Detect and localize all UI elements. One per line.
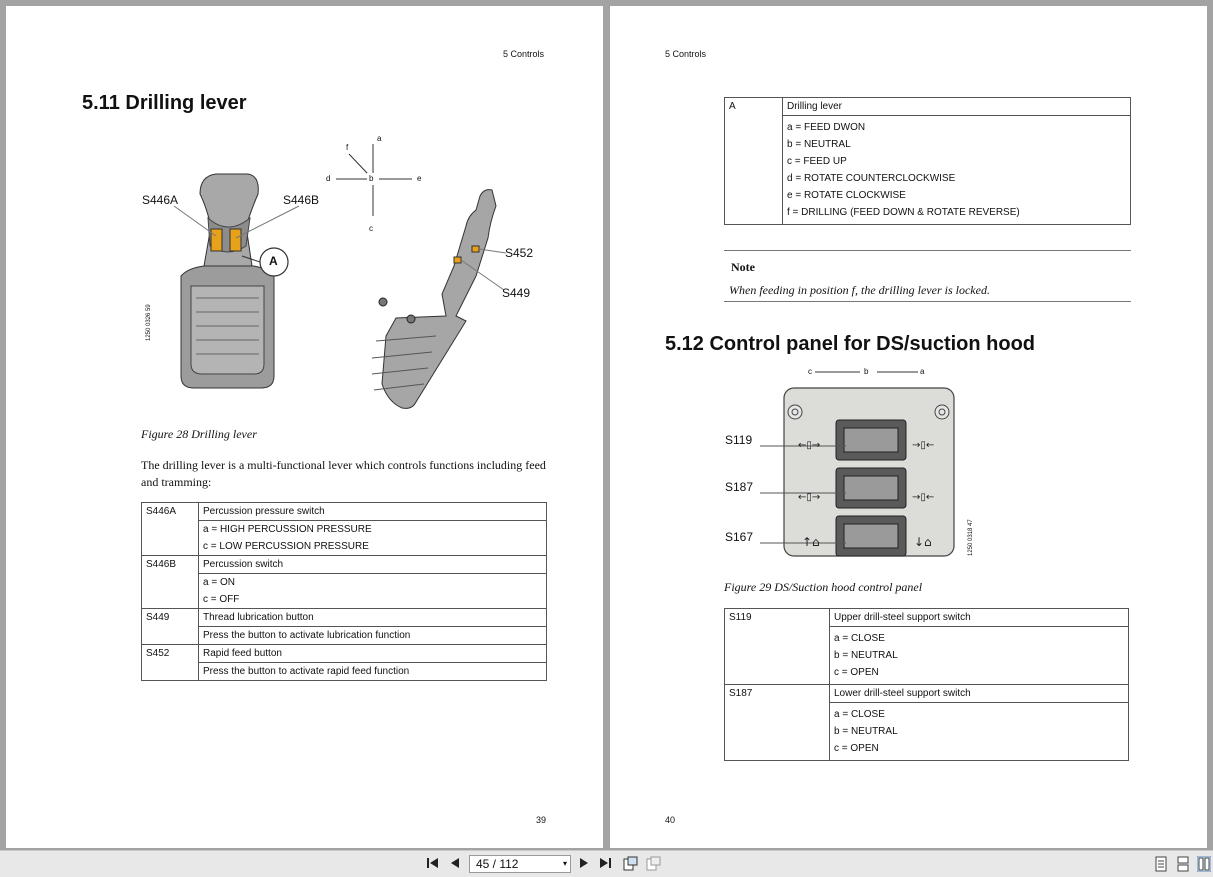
table-key: S187: [725, 685, 830, 703]
direction-label-f: f: [346, 143, 349, 152]
table-key: S119: [725, 609, 830, 627]
table-line: a = ON: [203, 577, 235, 588]
table-title: Lower drill-steel support switch: [830, 685, 1129, 703]
table-line: c = OPEN: [834, 743, 879, 754]
next-page-icon[interactable]: [578, 856, 590, 874]
switch-table: [141, 502, 547, 681]
direction-label-d: d: [326, 174, 331, 183]
svg-text:←▯→: ←▯→: [798, 440, 821, 451]
svg-text:↓⌂: ↓⌂: [914, 535, 932, 549]
label-a: A: [269, 254, 278, 268]
page-39: [6, 6, 603, 848]
table-line: f = DRILLING (FEED DOWN & ROTATE REVERSE): [787, 207, 1020, 218]
table-line: b = NEUTRAL: [834, 726, 898, 737]
two-page-view-icon[interactable]: [1197, 856, 1211, 876]
section-title-drilling-lever: 5.11 Drilling lever: [82, 92, 247, 114]
figure-caption: Figure 29 DS/Suction hood control panel: [724, 580, 923, 594]
direction-label-e: e: [417, 174, 422, 183]
direction-label-c: c: [369, 224, 373, 233]
note-box: [724, 250, 1131, 302]
svg-text:←▯→: ←▯→: [798, 492, 821, 503]
table-key: S449: [142, 609, 199, 627]
label-s452: S452: [505, 246, 534, 260]
table-key: A: [725, 98, 783, 116]
viewer-toolbar: [0, 850, 1213, 877]
fit-width-icon[interactable]: [645, 856, 661, 876]
svg-text:→▯←: →▯←: [912, 492, 935, 503]
table-line: c = OFF: [203, 594, 240, 605]
table-title: Upper drill-steel support switch: [830, 609, 1129, 627]
single-page-view-icon[interactable]: [1154, 856, 1168, 876]
note-title: Note: [731, 260, 755, 274]
table-line: d = ROTATE COUNTERCLOCKWISE: [787, 173, 956, 184]
svg-text:↑⌂: ↑⌂: [802, 535, 820, 549]
table-line: b = NEUTRAL: [834, 650, 898, 661]
table-line: a = CLOSE: [834, 633, 885, 644]
table-line: Press the button to activate lubrication function: [199, 627, 547, 645]
table-title: Percussion switch: [199, 556, 547, 574]
table-line: Press the button to activate rapid feed function: [199, 663, 547, 681]
figure-ref-code: 1250 0318 47: [968, 519, 974, 556]
table-line: c = OPEN: [834, 667, 879, 678]
label-s167: S167: [725, 530, 754, 544]
table-line: e = ROTATE CLOCKWISE: [787, 190, 906, 201]
svg-text:→▯←: →▯←: [912, 440, 935, 451]
last-page-icon[interactable]: [598, 856, 612, 874]
chevron-down-icon[interactable]: ▾: [562, 859, 567, 868]
fit-page-icon[interactable]: [622, 856, 638, 876]
label-s187: S187: [725, 480, 754, 494]
page-40: [610, 6, 1207, 848]
first-page-icon[interactable]: [426, 856, 440, 874]
table-title: Rapid feed button: [199, 645, 547, 663]
label-s119: S119: [725, 433, 753, 447]
table-key: S446B: [142, 556, 199, 574]
direction-label-c: c: [808, 367, 812, 376]
control-panel-drawing: [720, 364, 980, 564]
label-s446a: S446A: [142, 193, 179, 207]
page-number-input[interactable]: [469, 855, 571, 873]
note-text: When feeding in position f, the drilling lever is locked.: [729, 283, 990, 297]
table-key: S446A: [142, 503, 199, 521]
direction-label-a: a: [920, 367, 925, 376]
previous-page-icon[interactable]: [449, 856, 461, 874]
continuous-view-icon[interactable]: [1176, 856, 1190, 876]
page-header: 5 Controls: [503, 49, 545, 59]
table-line: b = NEUTRAL: [787, 139, 851, 150]
table-title: Percussion pressure switch: [199, 503, 547, 521]
table-title: Thread lubrication button: [199, 609, 547, 627]
page-header: 5 Controls: [665, 49, 707, 59]
drilling-lever-table: [724, 97, 1131, 225]
direction-label-b: b: [369, 174, 374, 183]
table-line: c = FEED UP: [787, 156, 847, 167]
direction-label-b: b: [864, 367, 869, 376]
page-number: 40: [665, 815, 676, 825]
drilling-lever-drawing: [136, 126, 556, 426]
drilling-lever-figure: [136, 126, 556, 426]
direction-label-a: a: [377, 134, 382, 143]
figure-ref-code: 1250 0326 59: [146, 304, 152, 341]
label-s446b: S446B: [283, 193, 320, 207]
table-line: a = CLOSE: [834, 709, 885, 720]
figure-caption: Figure 28 Drilling lever: [141, 427, 257, 441]
body-text: The drilling lever is a multi-functional lever which controls functions including feed and tramming:: [141, 458, 546, 489]
control-panel-figure: [720, 364, 980, 564]
label-s449: S449: [502, 286, 531, 300]
support-switch-table: [724, 608, 1129, 761]
section-title-control-panel: 5.12 Control panel for DS/suction hood: [665, 333, 1036, 355]
page-number: 39: [536, 815, 547, 825]
table-line: a = HIGH PERCUSSION PRESSURE: [203, 524, 372, 535]
table-line: c = LOW PERCUSSION PRESSURE: [203, 541, 369, 552]
table-title: Drilling lever: [783, 98, 1131, 116]
table-key: S452: [142, 645, 199, 663]
table-line: a = FEED DWON: [787, 122, 866, 133]
page-indicator: 45 / 112: [476, 857, 519, 871]
